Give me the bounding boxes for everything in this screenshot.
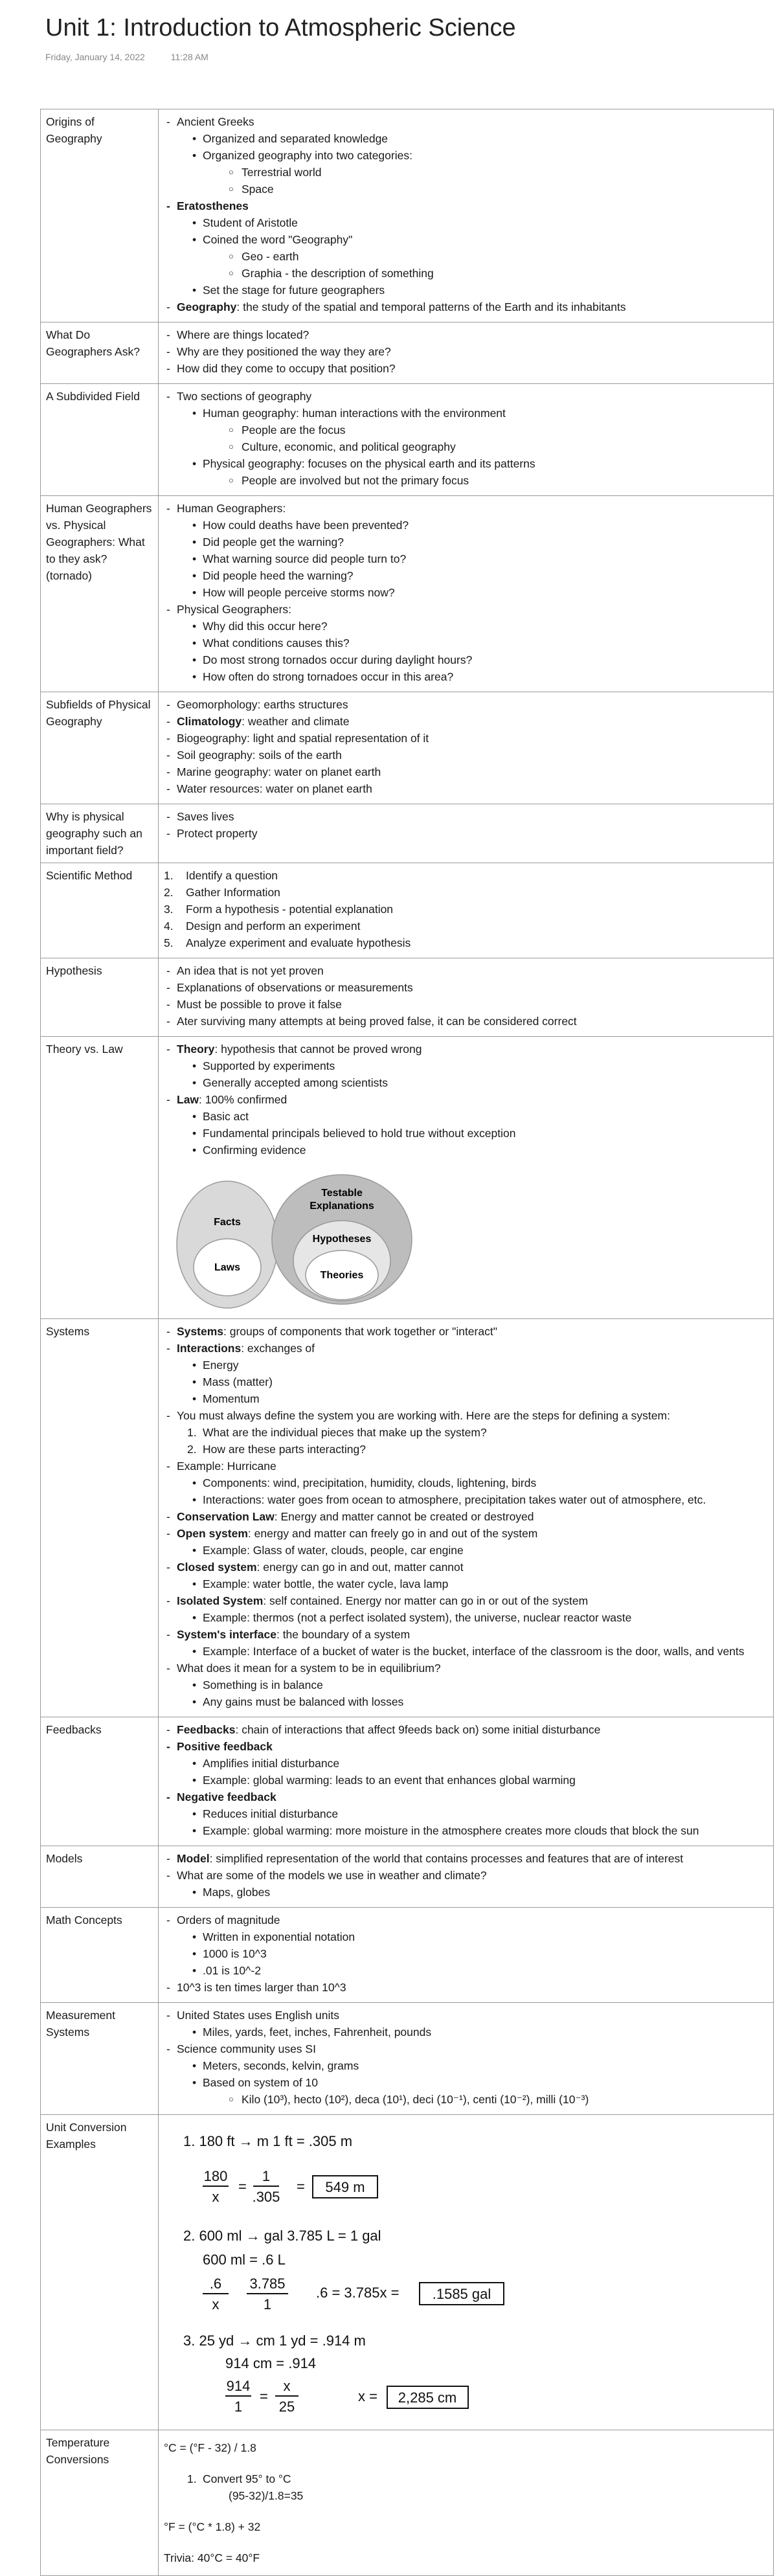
list-text: Analyze experiment and evaluate hypothesis (186, 936, 411, 949)
definition: : the boundary of a system (276, 1628, 411, 1641)
list-item: • Written in exponential notation (164, 1928, 768, 1945)
definition: : Energy and matter cannot be created or destroyed (274, 1510, 534, 1523)
content-cell (159, 109, 774, 322)
topic-cell: Theory vs. Law (41, 1037, 159, 1319)
list-text: How are these parts interacting? (203, 1443, 366, 1456)
list-item: - You must always define the system you are working with. Here are the steps for defining a system: (164, 1407, 768, 1424)
table-row (41, 1908, 774, 2003)
example-3-title: 3. 25 yd → cm 1 yd = .914 m (183, 2333, 366, 2349)
definition: : energy and matter can freely go in and out of the system (247, 1527, 538, 1540)
term: System's interface (177, 1628, 276, 1641)
table-row (41, 2430, 774, 2576)
list-item (164, 1721, 768, 1738)
list-item: ○ Terrestrial world (164, 164, 768, 181)
theories-label: Theories (320, 1270, 364, 1281)
list-item: • Meters, seconds, kelvin, grams (164, 2057, 768, 2074)
equals-sign: = (260, 2388, 268, 2404)
list-item (164, 1559, 768, 1576)
definition: : hypothesis that cannot be proved wrong (214, 1043, 422, 1056)
table-row (41, 1037, 774, 1319)
definition: : groups of components that work together or "interact" (223, 1325, 497, 1338)
list-item: - Orders of magnitude (164, 1912, 768, 1928)
term: Conservation Law (177, 1510, 275, 1523)
equals-sign: = (238, 2178, 247, 2195)
e2-mid: .6 = 3.785x = (316, 2285, 400, 2301)
list-item (164, 1592, 768, 1609)
e3-num2: x (283, 2378, 291, 2394)
list-item: • Momentum (164, 1390, 768, 1407)
list-item: - What does it mean for a system to be in equilibrium? (164, 1660, 768, 1677)
definition: : chain of interactions that affect 9feeds back on) some initial disturbance (235, 1723, 601, 1736)
list-item (164, 1340, 768, 1357)
list-item: • How could deaths have been prevented? (164, 517, 768, 534)
topic-cell: Subfields of Physical Geography (41, 692, 159, 804)
list-item: - Must be possible to prove it false (164, 996, 768, 1013)
explanations-label: Explanations (310, 1201, 374, 1212)
content-cell (159, 2003, 774, 2115)
list-text: Design and perform an experiment (186, 920, 361, 932)
list-item: • Example: global warming: leads to an event that enhances global warming (164, 1772, 768, 1789)
content-cell (159, 384, 774, 496)
list-item: • Generally accepted among scientists (164, 1074, 768, 1091)
content-cell (159, 804, 774, 863)
table-row (41, 1846, 774, 1908)
term: Law (177, 1093, 199, 1106)
list-item: - 10^3 is ten times larger than 10^3 (164, 1979, 768, 1996)
list-item: - Water resources: water on planet earth (164, 780, 768, 797)
list-item: 3. Form a hypothesis - potential explanation (164, 903, 394, 916)
list-item: • Did people get the warning? (164, 534, 768, 550)
definition: : self contained. Energy nor matter can go in or out of the system (263, 1594, 589, 1607)
list-text: What are the individual pieces that make up the system? (203, 1426, 487, 1439)
list-item (164, 713, 768, 730)
list-text: Gather Information (186, 886, 280, 899)
list-item (164, 1850, 768, 1867)
list-item: - Where are things located? (164, 326, 768, 343)
e1-num2: 1 (262, 2168, 271, 2184)
term: Interactions (177, 1342, 242, 1355)
notes-table (40, 109, 774, 2576)
list-item: • Based on system of 10 (164, 2074, 768, 2091)
list-item: • Miles, yards, feet, inches, Fahrenheit, pounds (164, 2024, 768, 2040)
content-cell (159, 958, 774, 1037)
e2-num2: 3.785 (249, 2276, 286, 2292)
laws-label: Laws (214, 1262, 241, 1273)
list-item: 4. Design and perform an experiment (164, 920, 361, 932)
list-text: Identify a question (186, 869, 278, 882)
topic-cell: Scientific Method (41, 863, 159, 958)
list-item: 2. Gather Information (164, 886, 280, 899)
list-item: • Example: thermos (not a perfect isolated system), the universe, nuclear reactor waste (164, 1609, 768, 1626)
term: Systems (177, 1325, 223, 1338)
table-row (41, 496, 774, 692)
list-item: • Maps, globes (164, 1884, 768, 1901)
topic-cell: Measurement Systems (41, 2003, 159, 2115)
example-2-title: 2. 600 ml → gal 3.785 L = 1 gal (183, 2228, 381, 2244)
list-item: - Ancient Greeks (164, 113, 768, 130)
topic-cell: What Do Geographers Ask? (41, 322, 159, 384)
definition: : 100% confirmed (199, 1093, 287, 1106)
list-item (164, 1091, 768, 1108)
definition: : exchanges of (241, 1342, 315, 1355)
list-item: • 1000 is 10^3 (164, 1945, 768, 1962)
e3-num1: 914 (226, 2378, 251, 2394)
list-item: • Organized and separated knowledge (164, 130, 768, 147)
content-cell (159, 1717, 774, 1846)
term: Open system (177, 1527, 248, 1540)
list-item: • Set the stage for future geographers (164, 282, 768, 299)
e3-den1: 1 (234, 2399, 243, 2415)
list-item: • Something is in balance (164, 1677, 768, 1693)
list-item: 5. Analyze experiment and evaluate hypothesis (164, 936, 411, 949)
list-item: 1. Convert 95° to °C (187, 2472, 291, 2485)
formula-f: °F = (°C * 1.8) + 32 (164, 2520, 261, 2533)
list-item: • Do most strong tornados occur during daylight hours? (164, 651, 768, 668)
e3-line: 914 cm = .914 (225, 2355, 317, 2371)
e2-den1: x (212, 2296, 220, 2312)
list-item: - Why are they positioned the way they are? (164, 343, 768, 360)
topic-cell: Unit Conversion Examples (41, 2115, 159, 2430)
list-item (164, 1323, 768, 1340)
list-item: - Geomorphology: earths structures (164, 696, 768, 713)
list-item: • Components: wind, precipitation, humidity, clouds, lightening, birds (164, 1474, 768, 1491)
e3-den2: 25 (278, 2399, 295, 2415)
list-item: • Why did this occur here? (164, 618, 768, 635)
e1-den1: x (212, 2189, 220, 2205)
e2-num1: .6 (209, 2276, 222, 2292)
facts-label: Facts (214, 1217, 241, 1228)
handwritten-conversions (164, 2119, 747, 2423)
list-item: • Example: Glass of water, clouds, people, car engine (164, 1542, 768, 1559)
content-cell (159, 692, 774, 804)
term: Theory (177, 1043, 215, 1056)
e1-eq: = (297, 2178, 305, 2195)
list-item: ○ People are the focus (164, 422, 768, 438)
formula-c: °C = (°F - 32) / 1.8 (164, 2441, 256, 2454)
list-item: ○ Culture, economic, and political geography (164, 438, 768, 455)
content-cell (159, 1908, 774, 2003)
list-item: - Ater surviving many attempts at being proved false, it can be considered correct (164, 1013, 768, 1030)
content-cell (159, 2115, 774, 2430)
e2-line: 600 ml = .6 L (203, 2252, 286, 2268)
list-item (164, 299, 768, 315)
list-item: - Example: Hurricane (164, 1458, 768, 1474)
list-text: Form a hypothesis - potential explanation (186, 903, 394, 916)
list-item: - An idea that is not yet proven (164, 962, 768, 979)
list-item: • How often do strong tornadoes occur in this area? (164, 668, 768, 685)
topic-cell: Models (41, 1846, 159, 1908)
topic-cell: A Subdivided Field (41, 384, 159, 496)
list-item: - Soil geography: soils of the earth (164, 747, 768, 763)
e1-answer: 549 m (325, 2179, 365, 2195)
e2-answer: .1585 gal (432, 2286, 491, 2302)
list-item: ○ Geo - earth (164, 248, 768, 265)
list-item: • .01 is 10^-2 (164, 1962, 768, 1979)
example-1-title: 1. 180 ft → m 1 ft = .305 m (183, 2133, 353, 2149)
list-item: - Science community uses SI (164, 2040, 768, 2057)
list-item: ○ Graphia - the description of something (164, 265, 768, 282)
table-row (41, 863, 774, 958)
table-row (41, 322, 774, 384)
list-item: - Eratosthenes (164, 198, 768, 214)
e3-mid: x = (358, 2388, 377, 2404)
list-item: • Energy (164, 1357, 768, 1373)
list-item: - Marine geography: water on planet earth (164, 763, 768, 780)
table-row (41, 804, 774, 863)
list-item: • How will people perceive storms now? (164, 584, 768, 601)
list-item: • Example: Interface of a bucket of water is the bucket, interface of the classroom is the door, walls, and vents (164, 1643, 768, 1660)
list-text: Convert 95° to °C (203, 2472, 291, 2485)
list-item: - Explanations of observations or measurements (164, 979, 768, 996)
content-cell (159, 1846, 774, 1908)
table-row (41, 2003, 774, 2115)
content-cell (159, 1037, 774, 1319)
list-item: • What warning source did people turn to? (164, 550, 768, 567)
list-item: 1. What are the individual pieces that make up the system? (187, 1426, 487, 1439)
content-cell (159, 1319, 774, 1717)
e2-den2: 1 (263, 2296, 272, 2312)
list-item: - What are some of the models we use in weather and climate? (164, 1867, 768, 1884)
topic-cell: Origins of Geography (41, 109, 159, 322)
topic-cell: Why is physical geography such an important field? (41, 804, 159, 863)
list-item (164, 1508, 768, 1525)
topic-cell: Feedbacks (41, 1717, 159, 1846)
e1-num1: 180 (203, 2168, 228, 2184)
topic-cell: Temperature Conversions (41, 2430, 159, 2576)
e3-answer: 2,285 cm (398, 2390, 457, 2406)
theory-law-diagram (170, 1170, 468, 1309)
table-row (41, 1319, 774, 1717)
trivia: Trivia: 40°C = 40°F (164, 2551, 260, 2564)
testable-label: Testable (321, 1188, 363, 1199)
page-time: 11:28 AM (170, 52, 208, 62)
table-row (41, 109, 774, 322)
list-item: • Example: global warming: more moisture in the atmosphere creates more clouds that block the sun (164, 1822, 768, 1839)
worked-answer: (95-32)/1.8=35 (229, 2489, 304, 2502)
list-item: - Positive feedback (164, 1738, 768, 1755)
table-row (41, 692, 774, 804)
list-item: • Basic act (164, 1108, 768, 1125)
list-item: ○ People are involved but not the primary focus (164, 472, 768, 489)
list-item: - Human Geographers: (164, 500, 768, 517)
list-item: - Negative feedback (164, 1789, 768, 1805)
list-item: • Amplifies initial disturbance (164, 1755, 768, 1772)
list-item: • Fundamental principals believed to hold true without exception (164, 1125, 768, 1142)
list-item: 2. How are these parts interacting? (187, 1443, 366, 1456)
page-title: Unit 1: Introduction to Atmospheric Science (45, 14, 516, 41)
list-item: - How did they come to occupy that position? (164, 360, 768, 377)
e1-den2: .305 (252, 2189, 280, 2205)
table-row (41, 2115, 774, 2430)
list-item: • Did people heed the warning? (164, 567, 768, 584)
list-item: - Saves lives (164, 808, 768, 825)
list-item (164, 1041, 768, 1057)
list-item: - Physical Geographers: (164, 601, 768, 618)
topic-cell: Human Geographers vs. Physical Geographers: What to they ask? (tornado) (41, 496, 159, 692)
content-cell (159, 496, 774, 692)
table-row (41, 1717, 774, 1846)
term: Closed system (177, 1561, 257, 1574)
term: Geography (177, 300, 237, 313)
list-item: • Example: water bottle, the water cycle, lava lamp (164, 1576, 768, 1592)
list-item: - United States uses English units (164, 2007, 768, 2024)
list-item: • Reduces initial disturbance (164, 1805, 768, 1822)
list-item: • Human geography: human interactions with the environment (164, 405, 768, 422)
list-item: - Protect property (164, 825, 768, 842)
list-item: • Any gains must be balanced with losses (164, 1693, 768, 1710)
definition: : simplified representation of the world that contains processes and features that are of interest (209, 1852, 684, 1865)
hypotheses-label: Hypotheses (312, 1234, 372, 1245)
list-item: • Confirming evidence (164, 1142, 768, 1158)
list-item: • Supported by experiments (164, 1057, 768, 1074)
term: Isolated System (177, 1594, 264, 1607)
list-item: • What conditions causes this? (164, 635, 768, 651)
definition: : weather and climate (242, 715, 350, 728)
list-item: 1. Identify a question (164, 869, 278, 882)
topic-cell: Systems (41, 1319, 159, 1717)
list-item: - Biogeography: light and spatial representation of it (164, 730, 768, 747)
list-item (164, 1525, 768, 1542)
list-item: ○ Space (164, 181, 768, 198)
term: Climatology (177, 715, 242, 728)
content-cell (159, 2430, 774, 2576)
list-item (164, 1626, 768, 1643)
list-item: • Physical geography: focuses on the physical earth and its patterns (164, 455, 768, 472)
topic-cell: Hypothesis (41, 958, 159, 1037)
definition: : energy can go in and out, matter cannot (256, 1561, 464, 1574)
list-item: • Organized geography into two categories: (164, 147, 768, 164)
list-item: • Coined the word "Geography" (164, 231, 768, 248)
term: Model (177, 1852, 210, 1865)
table-row (41, 958, 774, 1037)
definition: : the study of the spatial and temporal patterns of the Earth and its inhabitants (236, 300, 626, 313)
content-cell (159, 322, 774, 384)
term: Feedbacks (177, 1723, 236, 1736)
content-cell (159, 863, 774, 958)
list-item: - Two sections of geography (164, 388, 768, 405)
list-item: • Mass (matter) (164, 1373, 768, 1390)
list-item: • Interactions: water goes from ocean to atmosphere, precipitation takes water out of atmosphere, etc. (164, 1491, 768, 1508)
table-row (41, 384, 774, 496)
page-date: Friday, January 14, 2022 (45, 52, 145, 62)
page-meta (45, 52, 232, 62)
list-item: • Student of Aristotle (164, 214, 768, 231)
topic-cell: Math Concepts (41, 1908, 159, 2003)
list-item: ○ Kilo (10³), hecto (10²), deca (10¹), deci (10⁻¹), centi (10⁻²), milli (10⁻³) (164, 2091, 768, 2108)
